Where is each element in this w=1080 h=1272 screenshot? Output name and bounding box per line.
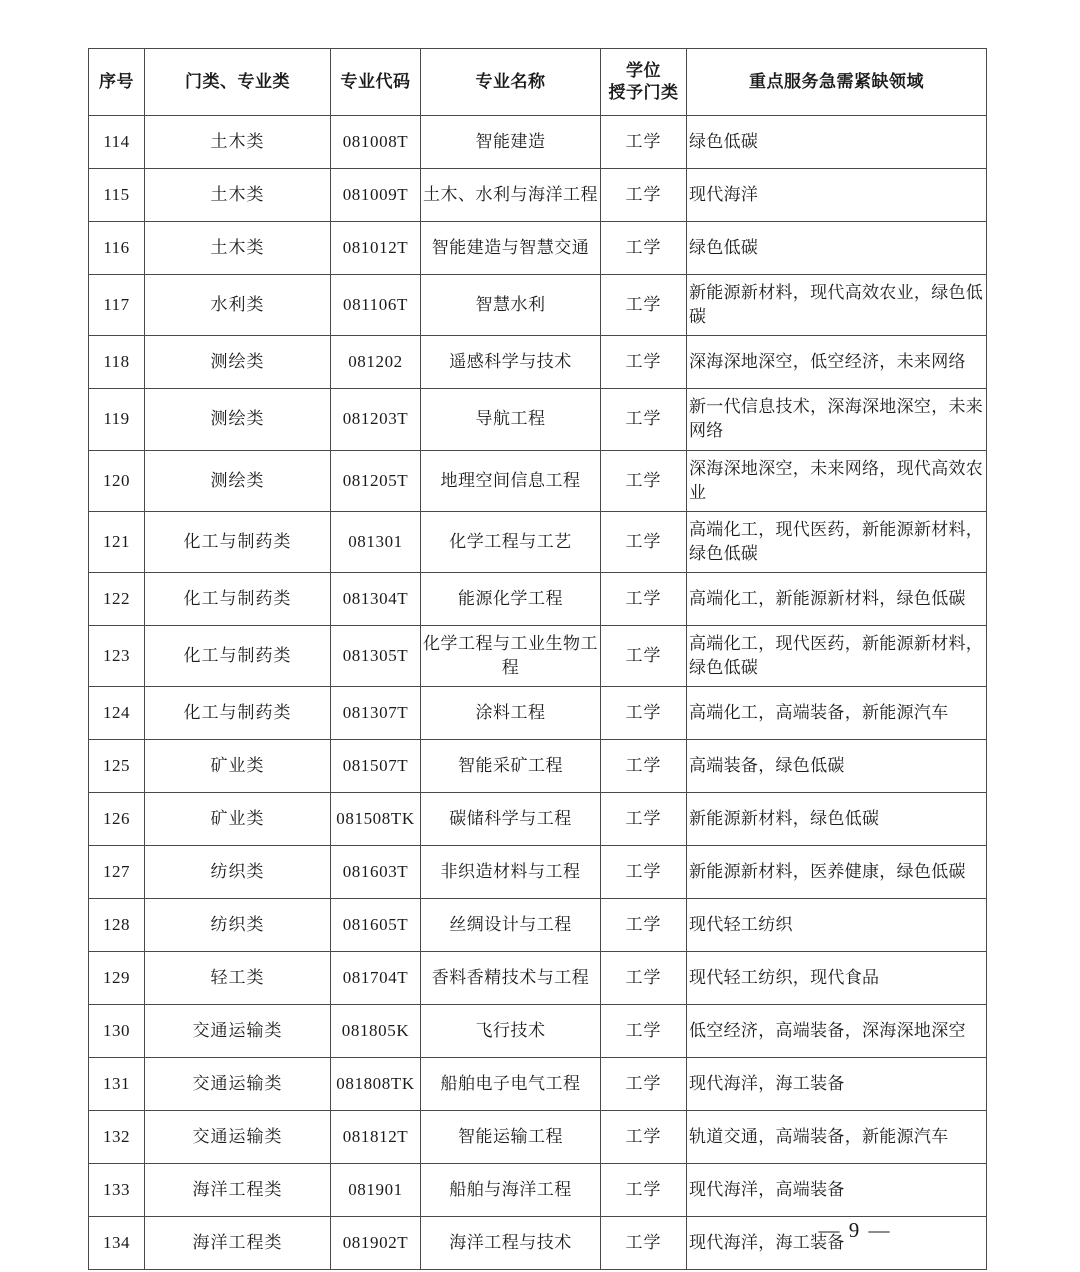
cell-field: 现代轻工纺织 (687, 899, 987, 952)
cell-category: 测绘类 (145, 450, 331, 511)
cell-name: 导航工程 (421, 389, 601, 450)
cell-name: 碳储科学与工程 (421, 793, 601, 846)
cell-name: 化学工程与工业生物工程 (421, 626, 601, 687)
column-header-name: 专业名称 (421, 49, 601, 116)
cell-category: 化工与制药类 (145, 573, 331, 626)
cell-degree: 工学 (601, 1005, 687, 1058)
table-row (89, 275, 987, 336)
table-row (89, 389, 987, 450)
cell-sequence: 115 (89, 169, 145, 222)
cell-degree: 工学 (601, 336, 687, 389)
cell-sequence: 123 (89, 626, 145, 687)
cell-sequence: 134 (89, 1217, 145, 1270)
cell-sequence: 129 (89, 952, 145, 1005)
cell-sequence: 116 (89, 222, 145, 275)
cell-code: 081304T (331, 573, 421, 626)
cell-sequence: 119 (89, 389, 145, 450)
cell-category: 矿业类 (145, 793, 331, 846)
table-row (89, 626, 987, 687)
table-row (89, 222, 987, 275)
cell-field: 低空经济，高端装备，深海深地深空 (687, 1005, 987, 1058)
cell-sequence: 121 (89, 511, 145, 572)
cell-field: 高端化工，现代医药，新能源新材料，绿色低碳 (687, 511, 987, 572)
cell-category: 水利类 (145, 275, 331, 336)
cell-category: 交通运输类 (145, 1111, 331, 1164)
cell-name: 智能建造 (421, 116, 601, 169)
cell-category: 轻工类 (145, 952, 331, 1005)
cell-code: 081008T (331, 116, 421, 169)
cell-category: 海洋工程类 (145, 1164, 331, 1217)
cell-sequence: 132 (89, 1111, 145, 1164)
specialty-table-container (88, 48, 986, 1270)
table-row (89, 793, 987, 846)
table-row (89, 846, 987, 899)
cell-field: 新能源新材料，现代高效农业，绿色低碳 (687, 275, 987, 336)
cell-degree: 工学 (601, 450, 687, 511)
cell-code: 081805K (331, 1005, 421, 1058)
cell-degree: 工学 (601, 116, 687, 169)
table-row (89, 336, 987, 389)
cell-field: 新能源新材料，医养健康，绿色低碳 (687, 846, 987, 899)
cell-category: 土木类 (145, 116, 331, 169)
column-header-category: 门类、专业类 (145, 49, 331, 116)
cell-name: 土木、水利与海洋工程 (421, 169, 601, 222)
cell-code: 081012T (331, 222, 421, 275)
cell-code: 081009T (331, 169, 421, 222)
cell-degree: 工学 (601, 1111, 687, 1164)
cell-field: 现代海洋，海工装备 (687, 1217, 987, 1270)
cell-degree: 工学 (601, 846, 687, 899)
cell-name: 非织造材料与工程 (421, 846, 601, 899)
cell-degree: 工学 (601, 389, 687, 450)
cell-field: 深海深地深空，未来网络，现代高效农业 (687, 450, 987, 511)
table-row (89, 899, 987, 952)
cell-degree: 工学 (601, 793, 687, 846)
cell-degree: 工学 (601, 573, 687, 626)
cell-name: 香料香精技术与工程 (421, 952, 601, 1005)
cell-degree: 工学 (601, 1164, 687, 1217)
cell-sequence: 124 (89, 687, 145, 740)
cell-field: 高端化工，新能源新材料，绿色低碳 (687, 573, 987, 626)
cell-sequence: 125 (89, 740, 145, 793)
cell-code: 081508TK (331, 793, 421, 846)
table-row (89, 740, 987, 793)
table-row (89, 450, 987, 511)
table-header-row (89, 49, 987, 116)
cell-code: 081106T (331, 275, 421, 336)
table-row (89, 116, 987, 169)
cell-name: 飞行技术 (421, 1005, 601, 1058)
cell-code: 081901 (331, 1164, 421, 1217)
page-footer (0, 1218, 1080, 1243)
cell-code: 081605T (331, 899, 421, 952)
cell-name: 智能运输工程 (421, 1111, 601, 1164)
cell-category: 交通运输类 (145, 1058, 331, 1111)
cell-code: 081812T (331, 1111, 421, 1164)
cell-sequence: 130 (89, 1005, 145, 1058)
table-row (89, 952, 987, 1005)
column-header-field: 重点服务急需紧缺领域 (687, 49, 987, 116)
cell-degree: 工学 (601, 169, 687, 222)
cell-code: 081202 (331, 336, 421, 389)
table-row (89, 169, 987, 222)
cell-sequence: 127 (89, 846, 145, 899)
cell-degree: 工学 (601, 1058, 687, 1111)
cell-name: 丝绸设计与工程 (421, 899, 601, 952)
cell-code: 081902T (331, 1217, 421, 1270)
cell-sequence: 120 (89, 450, 145, 511)
table-row (89, 1058, 987, 1111)
cell-code: 081203T (331, 389, 421, 450)
specialty-table (88, 48, 987, 1270)
cell-sequence: 126 (89, 793, 145, 846)
cell-field: 新能源新材料，绿色低碳 (687, 793, 987, 846)
cell-name: 船舶与海洋工程 (421, 1164, 601, 1217)
cell-sequence: 133 (89, 1164, 145, 1217)
cell-degree: 工学 (601, 952, 687, 1005)
cell-degree: 工学 (601, 899, 687, 952)
cell-code: 081305T (331, 626, 421, 687)
cell-degree: 工学 (601, 275, 687, 336)
cell-category: 土木类 (145, 222, 331, 275)
cell-degree: 工学 (601, 687, 687, 740)
column-header-degree (601, 49, 687, 116)
cell-name: 智能采矿工程 (421, 740, 601, 793)
cell-sequence: 122 (89, 573, 145, 626)
column-header-degree-line1: 学位 (626, 60, 661, 80)
cell-sequence: 117 (89, 275, 145, 336)
cell-field: 绿色低碳 (687, 116, 987, 169)
table-body (89, 116, 987, 1270)
cell-degree: 工学 (601, 222, 687, 275)
cell-code: 081808TK (331, 1058, 421, 1111)
cell-field: 深海深地深空，低空经济，未来网络 (687, 336, 987, 389)
cell-name: 化学工程与工艺 (421, 511, 601, 572)
cell-name: 遥感科学与技术 (421, 336, 601, 389)
cell-category: 土木类 (145, 169, 331, 222)
cell-code: 081704T (331, 952, 421, 1005)
cell-field: 现代海洋，海工装备 (687, 1058, 987, 1111)
cell-degree: 工学 (601, 511, 687, 572)
cell-name: 涂料工程 (421, 687, 601, 740)
cell-category: 化工与制药类 (145, 626, 331, 687)
cell-name: 海洋工程与技术 (421, 1217, 601, 1270)
cell-code: 081603T (331, 846, 421, 899)
table-header (89, 49, 987, 116)
table-row (89, 1164, 987, 1217)
column-header-code: 专业代码 (331, 49, 421, 116)
cell-field: 高端化工，高端装备，新能源汽车 (687, 687, 987, 740)
cell-sequence: 128 (89, 899, 145, 952)
cell-field: 现代轻工纺织，现代食品 (687, 952, 987, 1005)
cell-name: 船舶电子电气工程 (421, 1058, 601, 1111)
cell-sequence: 114 (89, 116, 145, 169)
table-row (89, 1005, 987, 1058)
cell-category: 测绘类 (145, 336, 331, 389)
cell-degree: 工学 (601, 740, 687, 793)
cell-category: 化工与制药类 (145, 687, 331, 740)
cell-category: 交通运输类 (145, 1005, 331, 1058)
cell-field: 高端化工，现代医药，新能源新材料，绿色低碳 (687, 626, 987, 687)
cell-sequence: 118 (89, 336, 145, 389)
cell-field: 现代海洋 (687, 169, 987, 222)
page-number: — 9 — (818, 1218, 892, 1242)
cell-field: 新一代信息技术，深海深地深空，未来网络 (687, 389, 987, 450)
table-row (89, 511, 987, 572)
cell-category: 纺织类 (145, 899, 331, 952)
cell-name: 能源化学工程 (421, 573, 601, 626)
cell-category: 纺织类 (145, 846, 331, 899)
table-row (89, 687, 987, 740)
column-header-degree-line2: 授予门类 (608, 83, 679, 102)
cell-name: 地理空间信息工程 (421, 450, 601, 511)
cell-category: 测绘类 (145, 389, 331, 450)
cell-code: 081301 (331, 511, 421, 572)
table-row (89, 1111, 987, 1164)
cell-code: 081307T (331, 687, 421, 740)
cell-name: 智能建造与智慧交通 (421, 222, 601, 275)
cell-field: 绿色低碳 (687, 222, 987, 275)
cell-category: 矿业类 (145, 740, 331, 793)
cell-category: 海洋工程类 (145, 1217, 331, 1270)
cell-name: 智慧水利 (421, 275, 601, 336)
column-header-sequence: 序号 (89, 49, 145, 116)
cell-field: 轨道交通，高端装备，新能源汽车 (687, 1111, 987, 1164)
cell-degree: 工学 (601, 626, 687, 687)
cell-code: 081205T (331, 450, 421, 511)
cell-sequence: 131 (89, 1058, 145, 1111)
cell-degree: 工学 (601, 1217, 687, 1270)
cell-field: 高端装备，绿色低碳 (687, 740, 987, 793)
cell-field: 现代海洋，高端装备 (687, 1164, 987, 1217)
cell-code: 081507T (331, 740, 421, 793)
cell-category: 化工与制药类 (145, 511, 331, 572)
table-row (89, 573, 987, 626)
